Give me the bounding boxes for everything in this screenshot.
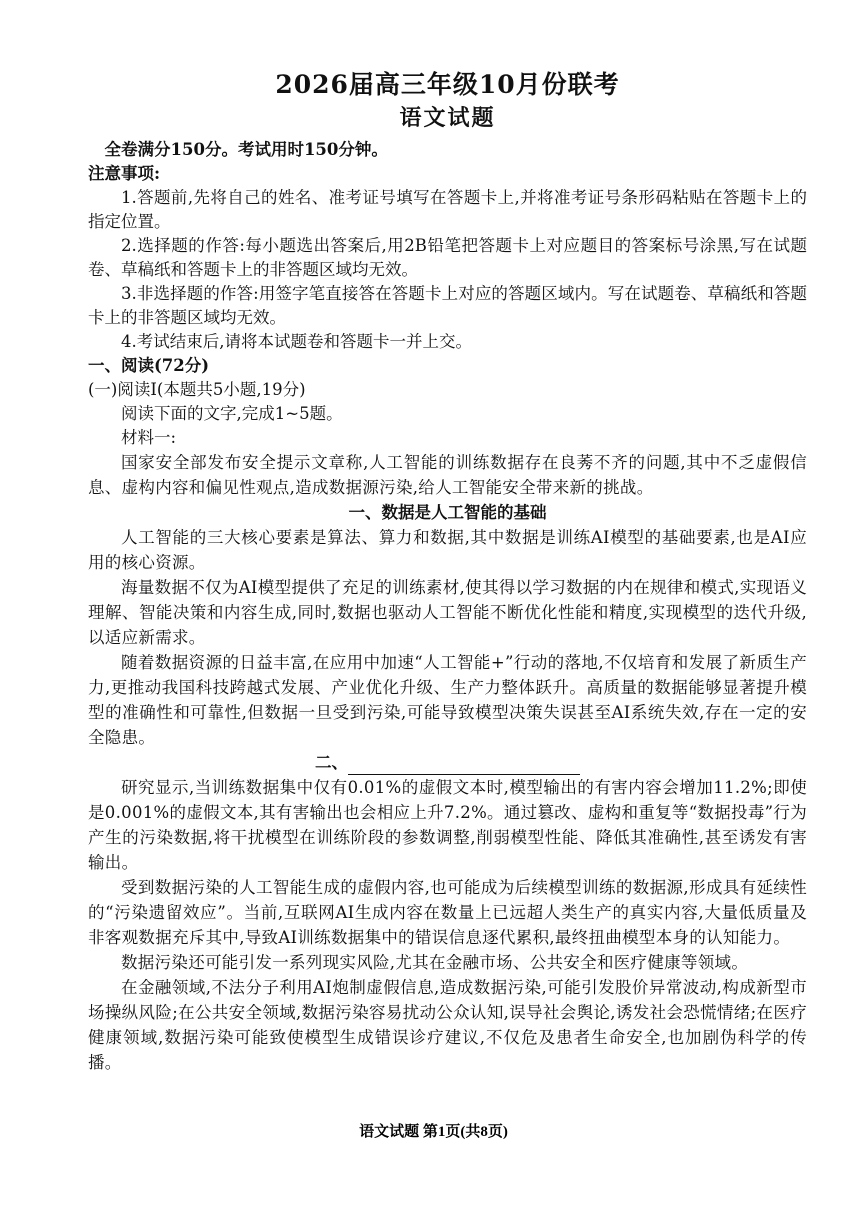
score-time-line: 全卷满分150分。考试用时150分钟。 bbox=[104, 140, 388, 159]
article-paragraph-2: 海量数据不仅为AI模型提供了充足的训练素材,使其得以学习数据的内在规律和模式,实现语义理解、智能决策和内容生成,同时,数据也驱动人工智能不断优化性能和精度,实现模型的迭代升级,以适应新需求。 bbox=[88, 578, 807, 647]
article-paragraph-4: 研究显示,当训练数据集中仅有0.01%的虚假文本时,模型输出的有害内容会增加11.2%;即使是0.001%的虚假文本,其有害输出也会相应上升7.2%。通过篡改、虚构和重复等“数据投毒”行为产生的污染数据,将干扰模型在训练阶段的参数调整,削弱模型性能、降低其准确性,甚至诱发有害输出。 bbox=[88, 778, 807, 872]
article-paragraph-5: 受到数据污染的人工智能生成的虚假内容,也可能成为后续模型训练的数据源,形成具有延续性的“污染遗留效应”。当前,互联网AI生成内容在数量上已远超人类生产的真实内容,大量低质量及非客观数据充斥其中,导致AI训练数据集中的错误信息逐代累积,最终扭曲模型本身的认知能力。 bbox=[88, 878, 807, 947]
article-paragraph-6: 数据污染还可能引发一系列现实风险,尤其在金融市场、公共安全和医疗健康等领域。 bbox=[121, 953, 749, 972]
note-item-2: 2.选择题的作答:每小题选出答案后,用2B铅笔把答题卡上对应题目的答案标号涂黑,写在试题卷、草稿纸和答题卡上的非答题区域均无效。 bbox=[88, 236, 807, 279]
exam-subtitle: 语文试题 bbox=[399, 105, 496, 131]
section-subtitle: (一)阅读Ⅰ(本题共5小题,19分) bbox=[88, 380, 306, 399]
article-paragraph-1: 人工智能的三大核心要素是算法、算力和数据,其中数据是训练AI模型的基础要素,也是AI应用的核心资源。 bbox=[88, 528, 807, 572]
note-item-4: 4.考试结束后,请将本试题卷和答题卡一并上交。 bbox=[121, 332, 472, 351]
material-label: 材料一: bbox=[121, 428, 177, 447]
article-heading-2 bbox=[88, 750, 807, 775]
section-title: 一、阅读(72分) bbox=[88, 356, 210, 375]
notes-heading: 注意事项: bbox=[88, 164, 161, 183]
note-item-3: 3.非选择题的作答:用签字笔直接答在答题卡上对应的答题区域内。写在试题卷、草稿纸和答题卡上的非答题区域均无效。 bbox=[88, 284, 807, 327]
heading-blank-line bbox=[348, 756, 580, 775]
note-item-1: 1.答题前,先将自己的姓名、准考证号填写在答题卡上,并将准考证号条形码粘贴在答题卡上的指定位置。 bbox=[88, 188, 807, 231]
article-intro: 国家安全部发布安全提示文章称,人工智能的训练数据存在良莠不齐的问题,其中不乏虚假信息、虚构内容和偏见性观点,造成数据源污染,给人工智能安全带来新的挑战。 bbox=[88, 453, 807, 497]
article-paragraph-7: 在金融领域,不法分子利用AI炮制虚假信息,造成数据污染,可能引发股价异常波动,构成新型市场操纵风险;在公共安全领域,数据污染容易扰动公众认知,误导社会舆论,诱发社会恐慌情绪;在医疗健康领域,数据污染可能致使模型生成错误诊疗建议,不仅危及患者生命安全,也加剧伪科学的传播。 bbox=[88, 978, 807, 1072]
page-footer: 语文试题 第1页(共8页) bbox=[359, 1124, 508, 1140]
article-heading-1: 一、数据是人工智能的基础 bbox=[348, 503, 547, 522]
article-paragraph-3: 随着数据资源的日益丰富,在应用中加速“人工智能+”行动的落地,不仅培育和发展了新质生产力,更推动我国科技跨越式发展、产业优化升级、生产力整体跃升。高质量的数据能够显著提升模型的准确性和可靠性,但数据一旦受到污染,可能导致模型决策失误甚至AI系统失效,存在一定的安全隐患。 bbox=[88, 653, 807, 747]
exam-title: 2026届高三年级10月份联考 bbox=[275, 70, 620, 99]
heading-2-number: 二、 bbox=[315, 753, 348, 772]
reading-instruction: 阅读下面的文字,完成1~5题。 bbox=[121, 404, 343, 423]
